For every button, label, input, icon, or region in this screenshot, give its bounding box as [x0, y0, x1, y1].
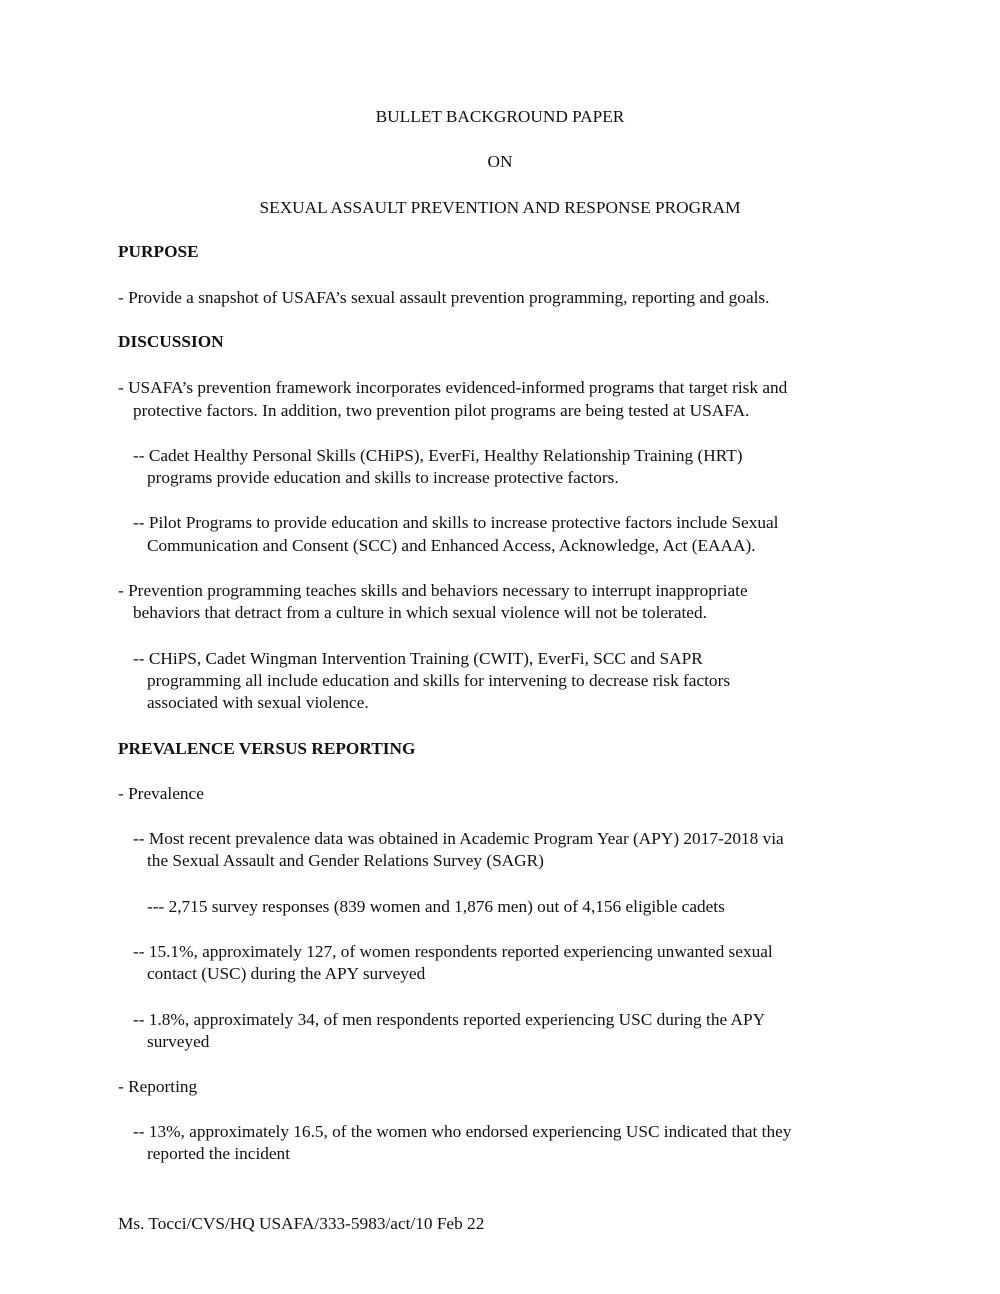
prevalence-reporting-heading: PREVALENCE VERSUS REPORTING: [118, 739, 416, 758]
prevalence-bullet: - Prevalence: [118, 784, 204, 803]
prevalence-sub-1-line-1: -- Most recent prevalence data was obtained in Academic Program Year (APY) 2017-2018 via: [133, 829, 784, 848]
title-line-3: SEXUAL ASSAULT PREVENTION AND RESPONSE PROGRAM: [259, 198, 741, 217]
reporting-bullet: - Reporting: [118, 1077, 198, 1096]
purpose-heading: PURPOSE: [118, 242, 199, 261]
discussion-sub-1-line-2: programs provide education and skills to increase protective factors.: [147, 468, 619, 487]
prevalence-subsub-1: --- 2,715 survey responses (839 women and 1,876 men) out of 4,156 eligible cadets: [147, 897, 725, 916]
prevalence-sub-2-line-1: -- 15.1%, approximately 127, of women respondents reported experiencing unwanted sexual: [133, 942, 773, 961]
prevalence-sub-3-line-2: surveyed: [147, 1032, 210, 1051]
discussion-bullet-1-line-2: protective factors. In addition, two prevention pilot programs are being tested at USAFA.: [133, 401, 750, 420]
discussion-sub-3-line-2: programming all include education and skills for intervening to decrease risk factors: [147, 671, 731, 690]
discussion-bullet-2-line-1: - Prevention programming teaches skills and behaviors necessary to interrupt inappropriate: [118, 581, 748, 600]
purpose-bullet: - Provide a snapshot of USAFA’s sexual assault prevention programming, reporting and goals.: [118, 288, 770, 307]
discussion-bullet-1-line-1: - USAFA’s prevention framework incorporates evidenced-informed programs that target risk and: [118, 378, 788, 397]
prevalence-sub-2-line-2: contact (USC) during the APY surveyed: [147, 964, 426, 983]
discussion-sub-2-line-1: -- Pilot Programs to provide education and skills to increase protective factors include Sexual: [133, 513, 779, 532]
title-line-1: BULLET BACKGROUND PAPER: [375, 107, 625, 126]
discussion-sub-3-line-1: -- CHiPS, Cadet Wingman Intervention Training (CWIT), EverFi, SCC and SAPR: [133, 649, 703, 668]
discussion-sub-2-line-2: Communication and Consent (SCC) and Enhanced Access, Acknowledge, Act (EAAA).: [147, 536, 756, 555]
discussion-sub-3-line-3: associated with sexual violence.: [147, 693, 369, 712]
discussion-heading: DISCUSSION: [118, 332, 224, 351]
reporting-sub-1-line-2: reported the incident: [147, 1144, 290, 1163]
reporting-sub-1-line-1: -- 13%, approximately 16.5, of the women who endorsed experiencing USC indicated that they: [133, 1122, 792, 1141]
title-line-2: ON: [487, 152, 513, 171]
discussion-bullet-2-line-2: behaviors that detract from a culture in which sexual violence will not be tolerated.: [133, 603, 707, 622]
prevalence-sub-1-line-2: the Sexual Assault and Gender Relations Survey (SAGR): [147, 851, 544, 870]
discussion-sub-1-line-1: -- Cadet Healthy Personal Skills (CHiPS), EverFi, Healthy Relationship Training (HRT): [133, 446, 743, 465]
prevalence-sub-3-line-1: -- 1.8%, approximately 34, of men respondents reported experiencing USC during the APY: [133, 1010, 766, 1029]
footer-author-line: Ms. Tocci/CVS/HQ USAFA/333-5983/act/10 Feb 22: [118, 1214, 485, 1233]
